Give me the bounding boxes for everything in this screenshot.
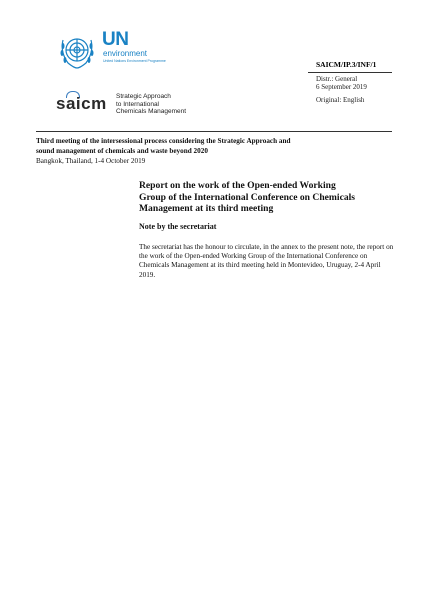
un-logo-mark: UN <box>102 29 129 50</box>
saicm-line-3: Chemicals Management <box>116 108 187 115</box>
meeting-place: Bangkok, Thailand, 1-4 October 2019 <box>36 157 146 165</box>
distribution: Distr.: General <box>316 75 358 83</box>
document-date: 6 September 2019 <box>316 83 367 91</box>
report-title: Report on the work of the Open-ended Working Group of the International Conference on Chemicals Management at its third meeting <box>139 180 356 215</box>
saicm-line-1: Strategic Approach <box>116 93 171 100</box>
note-by-secretariat: Note by the secretariat <box>139 222 217 231</box>
saicm-logo-mark: saicm <box>56 94 107 113</box>
un-emblem-icon <box>56 30 98 72</box>
saicm-logo <box>56 91 206 117</box>
un-logo-tagline: United Nations Environment Programme <box>103 59 166 63</box>
saicm-line-2: to International <box>116 100 160 108</box>
header-divider <box>36 131 392 132</box>
original-language: Original: English <box>316 96 365 104</box>
un-environment-logo <box>56 30 206 72</box>
symbol-divider <box>308 72 392 73</box>
document-symbol: SAICM/IP.3/INF/1 <box>316 60 377 69</box>
saicm-logo-description <box>116 93 186 116</box>
report-body: The secretariat has the honour to circulate, in the annex to the present note, the report on the work of the Open-ended Working Group of the International Conference on Chemicals Management at its third meeting held in Montevideo, Uruguay, 2-4 April 2019. <box>139 243 394 279</box>
meeting-title: Third meeting of the intersessional process considering the Strategic Approach and sound management of chemicals and waste beyond 2020 <box>36 137 291 155</box>
un-logo-sub: environment <box>103 49 148 58</box>
